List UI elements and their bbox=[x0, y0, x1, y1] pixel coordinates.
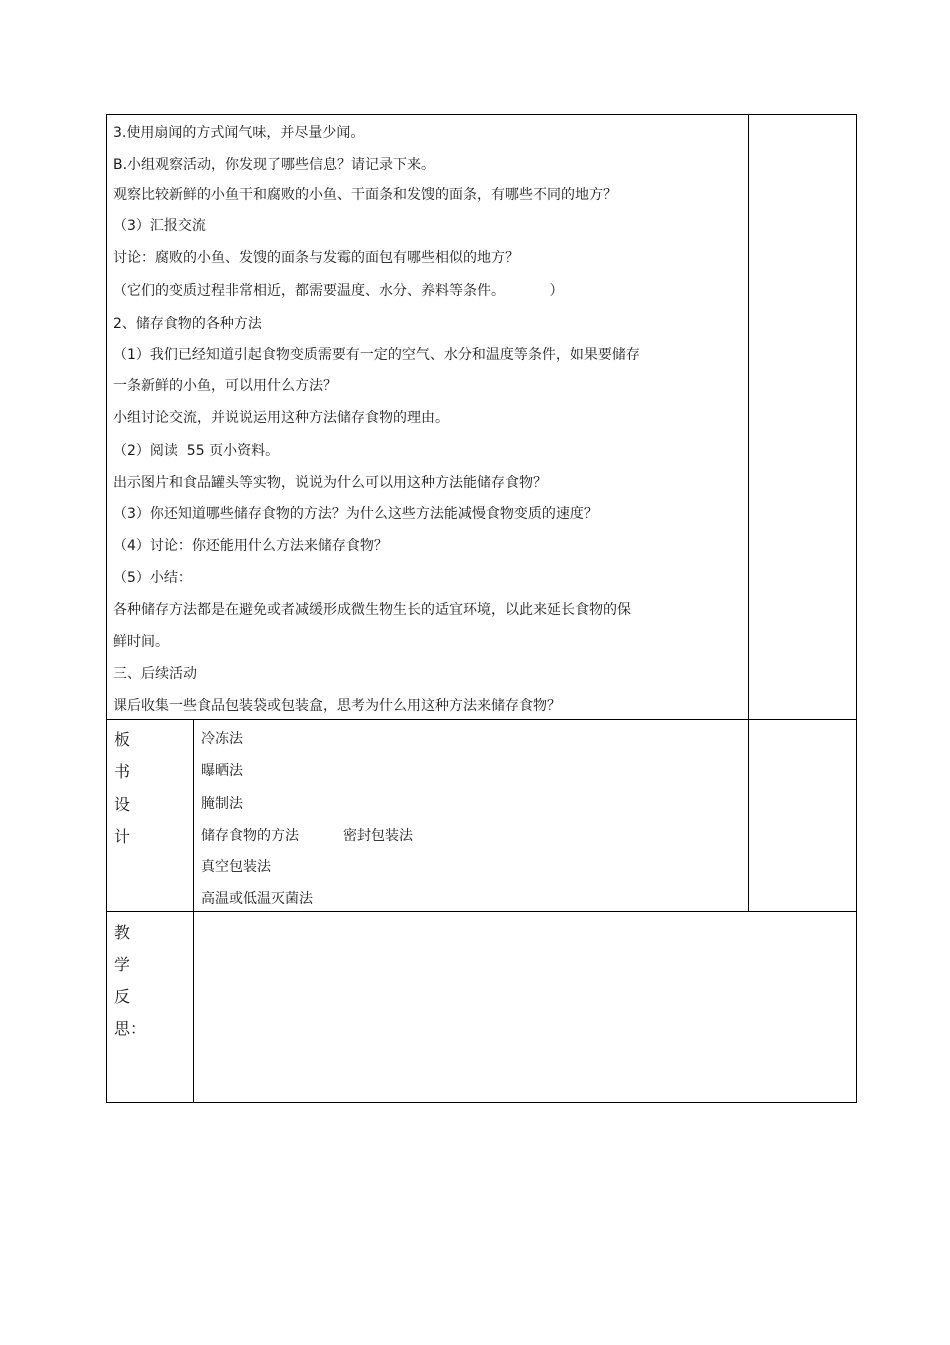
content-line: 3.使用扇闻的方式闻气味，并尽量少闻。 bbox=[113, 125, 365, 141]
label-char: 教 bbox=[114, 923, 131, 942]
method-item: 密封包装法 bbox=[343, 828, 413, 844]
label-char: 计 bbox=[114, 827, 131, 846]
label-char: 反 bbox=[114, 987, 131, 1006]
row-divider-2 bbox=[106, 911, 857, 912]
content-line: 出示图片和食品罐头等实物，说说为什么可以用这种方法能储存食物？ bbox=[113, 475, 547, 491]
content-line: （它们的变质过程非常相近，都需要温度、水分、养料等条件。 ） bbox=[113, 283, 564, 299]
content-line: 小组讨论交流，并说说运用这种方法储存食物的理由。 bbox=[113, 410, 449, 426]
center-label: 储存食物的方法 bbox=[201, 828, 299, 844]
method-item: 真空包装法 bbox=[201, 859, 271, 875]
method-item: 曝晒法 bbox=[201, 763, 243, 779]
content-line: 鲜时间。 bbox=[113, 634, 169, 650]
content-line: （3）你还知道哪些储存食物的方法？为什么这些方法能减慢食物变质的速度？ bbox=[113, 506, 598, 522]
method-item: 高温或低温灭菌法 bbox=[201, 891, 313, 907]
method-item: 冷冻法 bbox=[201, 731, 243, 747]
right-column-divider bbox=[748, 114, 749, 912]
content-line: （5）小结： bbox=[113, 570, 192, 586]
label-char: 板 bbox=[114, 730, 131, 749]
content-line: 2、储存食物的各种方法 bbox=[113, 316, 262, 332]
content-line: 三、后续活动 bbox=[113, 666, 197, 682]
label-char: 书 bbox=[114, 762, 131, 781]
label-char: 思： bbox=[114, 1019, 147, 1038]
method-item: 腌制法 bbox=[201, 796, 243, 812]
content-line: 观察比较新鲜的小鱼干和腐败的小鱼、干面条和发馊的面条，有哪些不同的地方？ bbox=[113, 187, 617, 203]
content-line: 各种储存方法都是在避免或者减缓形成微生物生长的适宜环境，以此来延长食物的保 bbox=[113, 602, 631, 618]
content-line: （2）阅读 55 页小资料。 bbox=[113, 443, 280, 459]
content-line: （4）讨论：你还能用什么方法来储存食物？ bbox=[113, 538, 388, 554]
content-line: 讨论：腐败的小鱼、发馊的面条与发霉的面包有哪些相似的地方？ bbox=[113, 250, 519, 266]
content-line: （3）汇报交流 bbox=[113, 218, 206, 234]
label-char: 学 bbox=[114, 955, 131, 974]
content-line: 一条新鲜的小鱼，可以用什么方法？ bbox=[113, 378, 337, 394]
content-line: B.小组观察活动，你发现了哪些信息？请记录下来。 bbox=[113, 157, 436, 173]
row-divider-1 bbox=[106, 719, 857, 720]
label-char: 设 bbox=[114, 795, 131, 814]
content-line: （1）我们已经知道引起食物变质需要有一定的空气、水分和温度等条件，如果要储存 bbox=[113, 347, 640, 363]
content-line: 课后收集一些食品包装袋或包装盒，思考为什么用这种方法来储存食物？ bbox=[113, 698, 561, 714]
